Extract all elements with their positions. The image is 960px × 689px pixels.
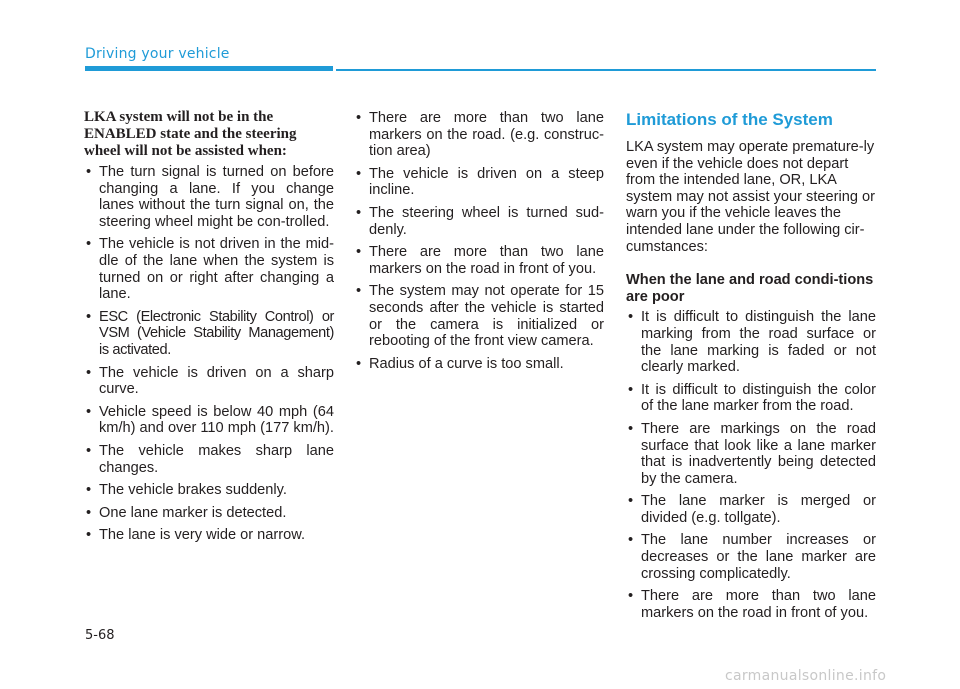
header-rule-thick — [85, 66, 333, 71]
list-item: • The lane number increases or decreases or the lane marker are crossing complicatedly. — [626, 532, 876, 582]
limitations-intro: LKA system may operate premature-ly even if the vehicle does not depart from the intended lane, OR, LKA system may not assist your steering or warn you if the vehicle leaves the intended lane under the following cir-cumstances: — [626, 139, 875, 255]
right-bullet-list — [626, 309, 876, 621]
list-item: • The system may not operate for 15 seconds after the vehicle is started or the camera is initialized or rebooting of the front view camera. — [354, 283, 604, 349]
watermark: carmanualsonline.info — [725, 668, 887, 684]
header-title: Driving your vehicle — [85, 46, 230, 62]
list-item: • The vehicle makes sharp lane changes. — [84, 443, 334, 476]
list-item: • The vehicle is not driven in the mid-dle of the lane when the system is turned on or right after changing a lane. — [84, 236, 334, 302]
list-item: • The vehicle brakes suddenly. — [84, 482, 334, 499]
list-item: • Radius of a curve is too small. — [354, 356, 604, 373]
list-item: • The steering wheel is turned sud-denly. — [354, 205, 604, 238]
left-bullet-list — [84, 164, 334, 544]
list-item: • The vehicle is driven on a sharp curve. — [84, 365, 334, 398]
list-item: • One lane marker is detected. — [84, 505, 334, 522]
middle-column — [354, 110, 604, 378]
list-item: • There are more than two lane markers on the road. (e.g. construc-tion area) — [354, 110, 604, 160]
page-number: 5-68 — [85, 628, 115, 643]
list-item: • The turn signal is turned on before changing a lane. If you change lanes without the turn signal on, the steering wheel might be con-trolled. — [84, 164, 334, 230]
section-title: Limitations of the System — [626, 110, 833, 129]
middle-bullet-list — [354, 110, 604, 372]
list-item: • It is difficult to distinguish the lane marking from the road surface or the lane marking is faded or not clearly marked. — [626, 309, 876, 375]
list-item: • It is difficult to distinguish the color of the lane marker from the road. — [626, 382, 876, 415]
list-item: • Vehicle speed is below 40 mph (64 km/h) and over 110 mph (177 km/h). — [84, 404, 334, 437]
right-column — [626, 110, 876, 627]
header-rule-thin — [336, 69, 876, 71]
list-item: • There are more than two lane markers on the road in front of you. — [626, 588, 876, 621]
left-column — [84, 109, 334, 550]
list-item: • There are more than two lane markers on the road in front of you. — [354, 244, 604, 277]
list-item: • ESC (Electronic Stability Control) or VSM (Vehicle Stability Management) is activated. — [84, 309, 334, 359]
list-item: • The lane is very wide or narrow. — [84, 527, 334, 544]
list-item: • The vehicle is driven on a steep incline. — [354, 166, 604, 199]
list-item: • There are markings on the road surface that look like a lane marker that is inadvertently being detected by the camera. — [626, 421, 876, 487]
list-item: • The lane marker is merged or divided (e.g. tollgate). — [626, 493, 876, 526]
lka-disabled-heading: LKA system will not be in the ENABLED state and the steering wheel will not be assisted when: — [84, 109, 297, 159]
road-conditions-subheading: When the lane and road condi-tions are poor — [626, 272, 874, 305]
